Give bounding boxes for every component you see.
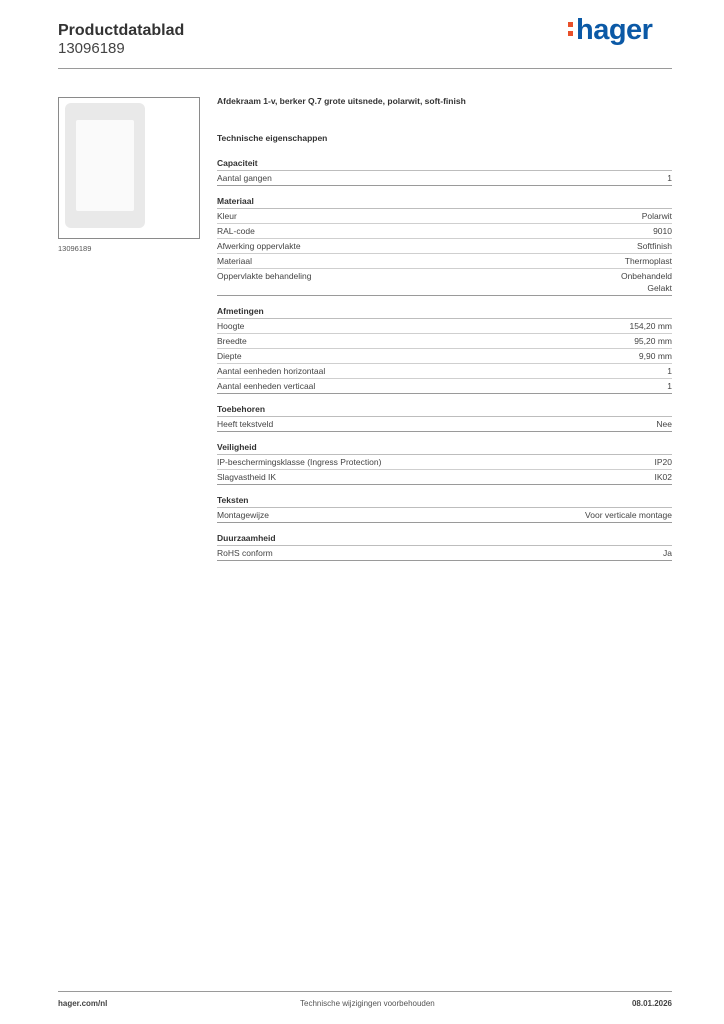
product-image-caption: 13096189 [58, 244, 92, 253]
spec-row [217, 455, 672, 470]
spec-value: Ja [663, 548, 672, 558]
product-image [58, 97, 200, 239]
spec-row [217, 546, 672, 561]
spec-group-title: Duurzaamheid [217, 533, 672, 546]
spec-group-title: Toebehoren [217, 404, 672, 417]
spec-label: RAL-code [217, 226, 255, 236]
spec-group [217, 158, 672, 186]
spec-label: Montagewijze [217, 510, 269, 520]
spec-value: Voor verticale montage [585, 510, 672, 520]
spec-row [217, 364, 672, 379]
product-title: Afdekraam 1-v, berker Q.7 grote uitsnede, polarwit, soft-finish [217, 96, 466, 106]
spec-value: Polarwit [641, 211, 672, 221]
spec-row [217, 379, 672, 394]
spec-row [217, 239, 672, 254]
spec-label: RoHS conform [217, 548, 273, 558]
spec-value: 1 [667, 381, 672, 391]
spec-label: Materiaal [217, 256, 252, 266]
spec-row [217, 254, 672, 269]
spec-label: Kleur [217, 211, 237, 221]
spec-value: 154,20 mm [629, 321, 672, 331]
spec-row [217, 224, 672, 239]
spec-value: Softfinish [637, 241, 672, 251]
cover-frame-graphic [65, 103, 145, 228]
spec-value: Nee [656, 419, 672, 429]
spec-label: Aantal eenheden horizontaal [217, 366, 326, 376]
footer-divider [58, 991, 672, 992]
spec-label: Hoogte [217, 321, 245, 331]
spec-group [217, 533, 672, 561]
spec-group [217, 306, 672, 394]
spec-row [217, 334, 672, 349]
spec-label: Afwerking oppervlakte [217, 241, 301, 251]
spec-label: IP-beschermingsklasse (Ingress Protection) [217, 457, 382, 467]
spec-label: Breedte [217, 336, 247, 346]
spec-group [217, 404, 672, 432]
spec-label: Oppervlakte behandeling [217, 271, 312, 281]
spec-row [217, 470, 672, 485]
section-heading: Technische eigenschappen [217, 133, 328, 143]
spec-row [217, 171, 672, 186]
footer-date: 08.01.2026 [631, 999, 672, 1008]
spec-value: Thermoplast [624, 256, 672, 266]
spec-value: 9,90 mm [638, 351, 672, 361]
document-title: Productdatablad [58, 22, 185, 39]
spec-group-title: Afmetingen [217, 306, 672, 319]
spec-value: Onbehandeld Gelakt [620, 271, 672, 293]
spec-value: 1 [667, 366, 672, 376]
spec-value: 1 [667, 173, 672, 183]
spec-label: Slagvastheid IK [217, 472, 277, 482]
spec-row [217, 209, 672, 224]
logo-colon-icon [568, 20, 574, 38]
spec-group [217, 495, 672, 523]
spec-row [217, 349, 672, 364]
spec-label: Aantal gangen [217, 173, 272, 183]
spec-label: Heeft tekstveld [217, 419, 274, 429]
spec-row [217, 269, 672, 296]
spec-row [217, 417, 672, 432]
spec-group-title: Veiligheid [217, 442, 672, 455]
footer-website: hager.com/nl [58, 999, 108, 1008]
spec-group [217, 196, 672, 296]
specification-groups [217, 158, 672, 561]
spec-group [217, 442, 672, 485]
footer-disclaimer: Technische wijzigingen voorbehouden [300, 999, 435, 1008]
hager-logo [568, 14, 652, 47]
spec-group-title: Teksten [217, 495, 672, 508]
spec-row [217, 319, 672, 334]
spec-value: 95,20 mm [634, 336, 672, 346]
header-divider [58, 68, 672, 69]
spec-label: Diepte [217, 351, 242, 361]
spec-row [217, 508, 672, 523]
product-code: 13096189 [58, 40, 125, 57]
spec-value: 9010 [653, 226, 672, 236]
logo-text: hager [576, 14, 653, 46]
spec-label: Aantal eenheden verticaal [217, 381, 316, 391]
spec-group-title: Materiaal [217, 196, 672, 209]
spec-group-title: Capaciteit [217, 158, 672, 171]
spec-value: IP20 [654, 457, 672, 467]
spec-value: IK02 [654, 472, 672, 482]
specifications-content [217, 96, 672, 571]
